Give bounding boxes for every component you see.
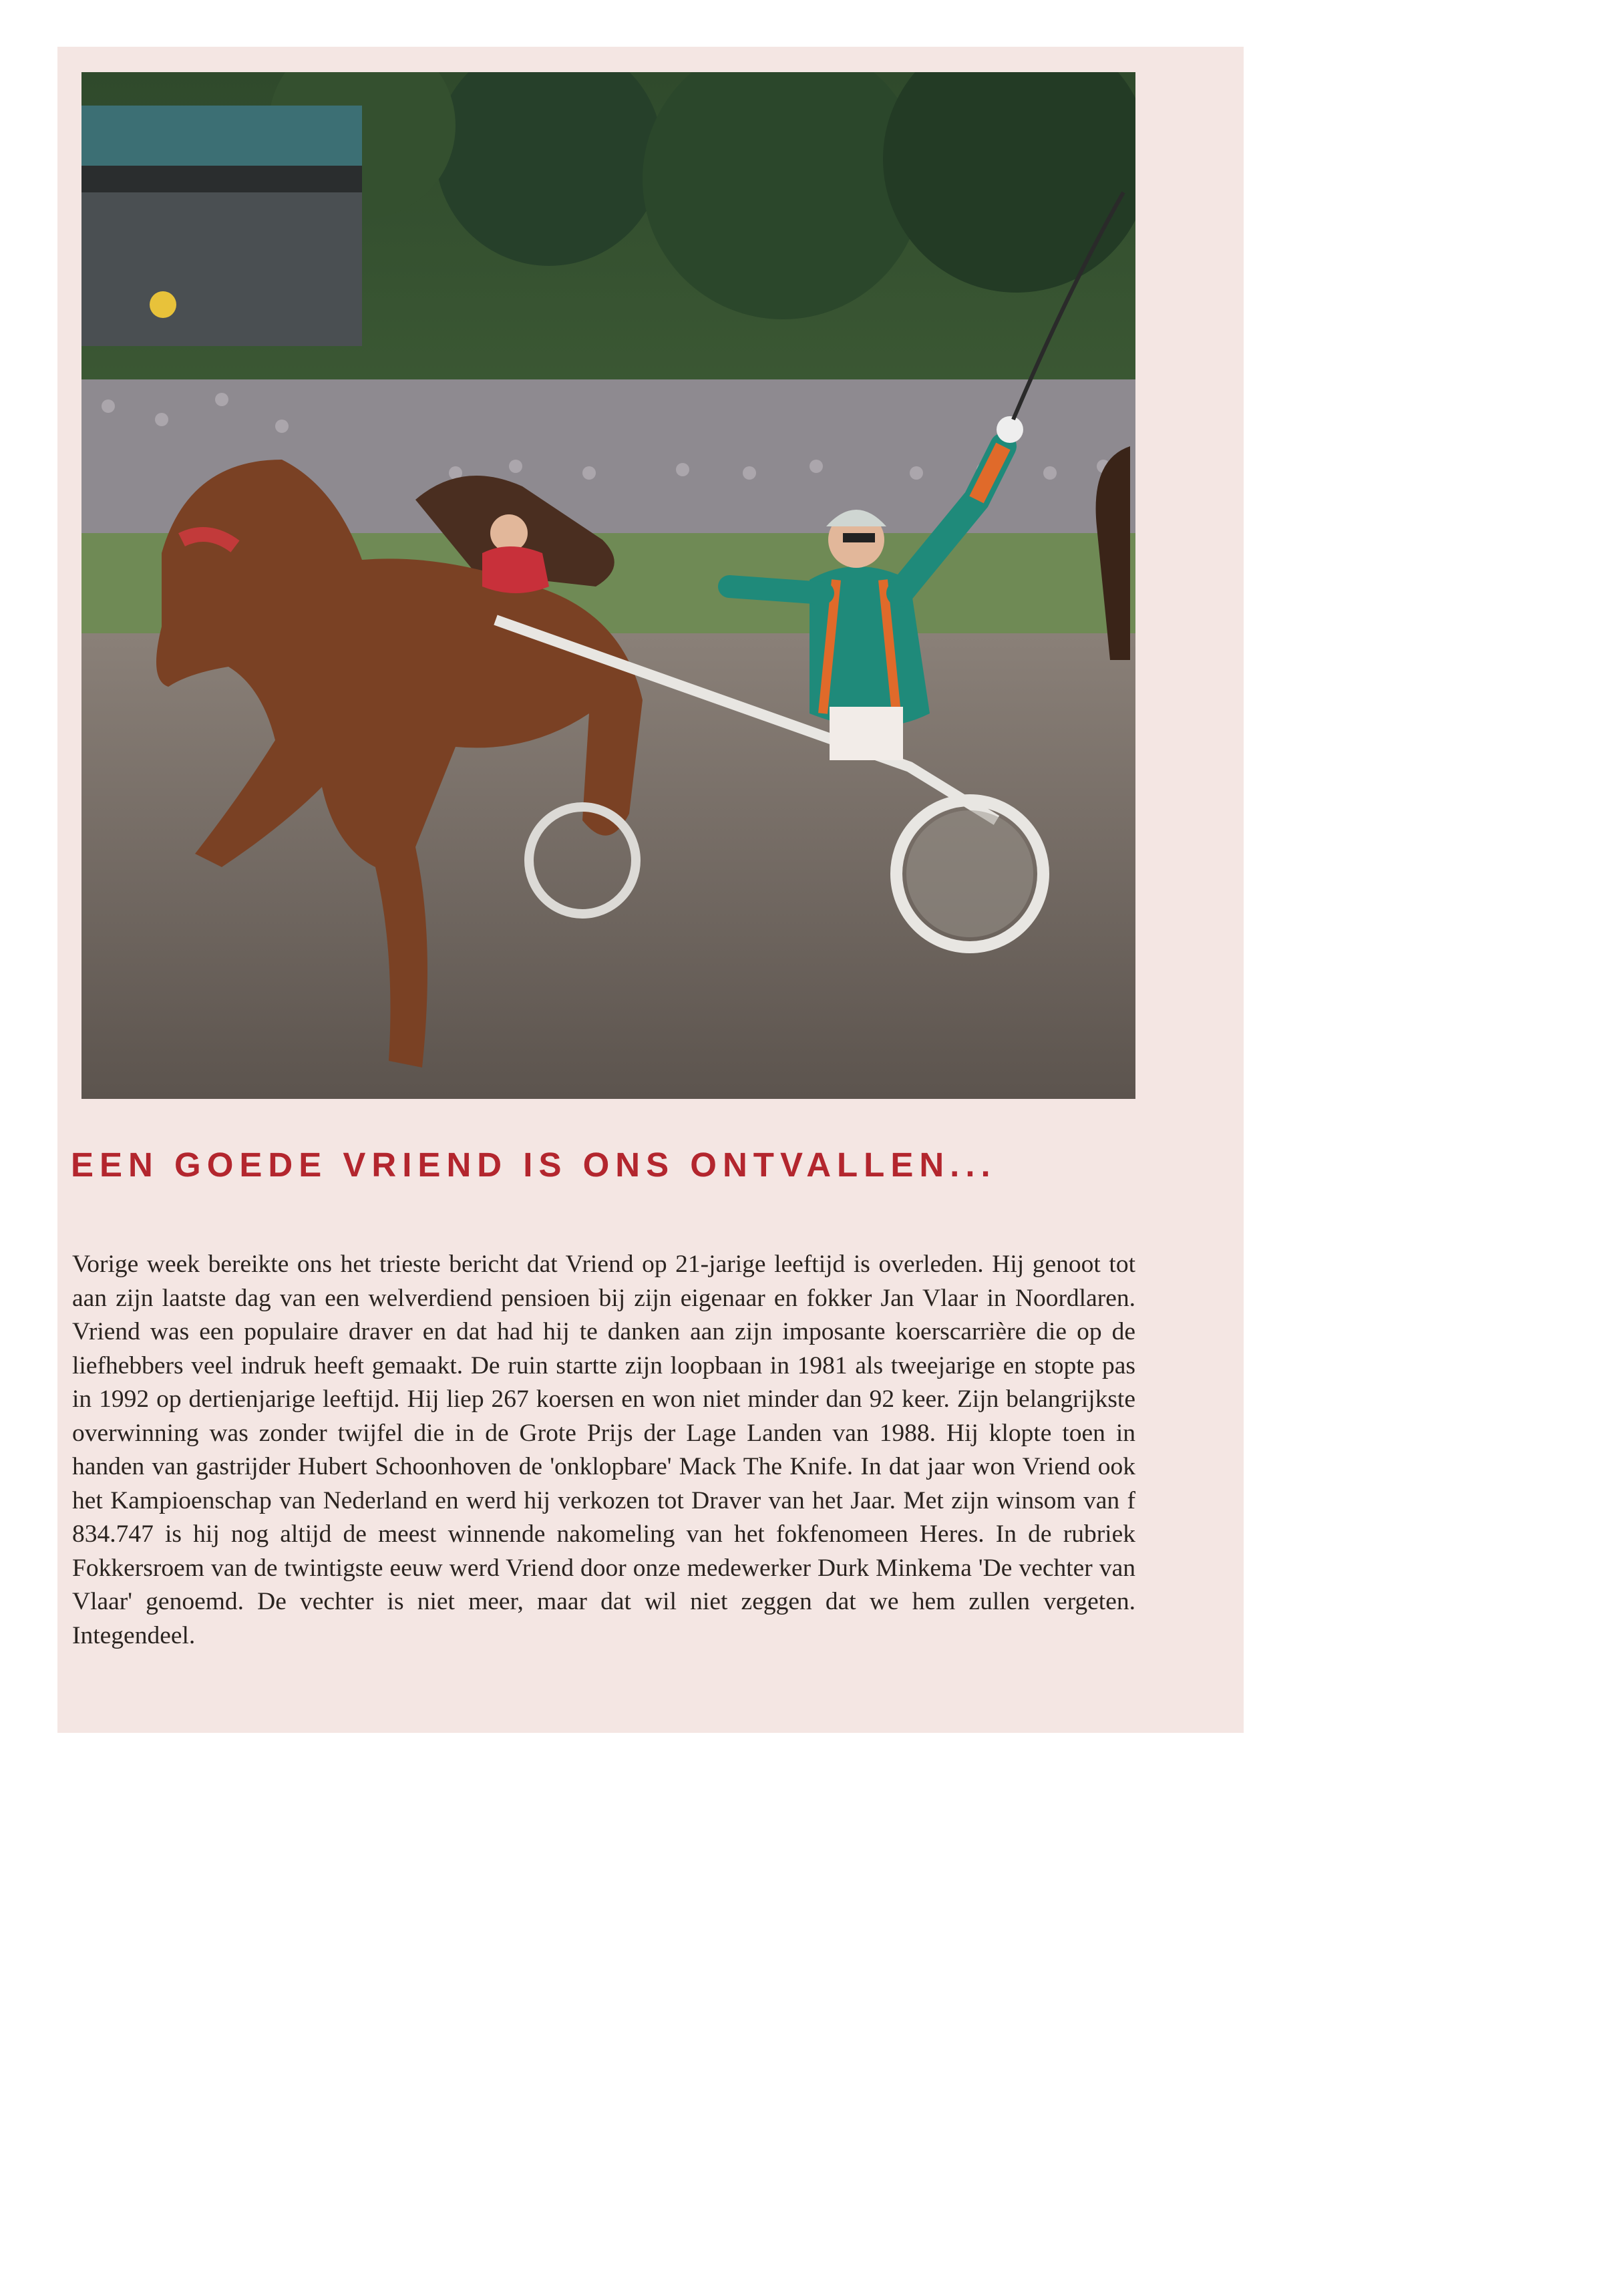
harness-racing-photo <box>81 72 1135 1099</box>
article-headline: EEN GOEDE VRIEND IS ONS ONTVALLEN... <box>71 1146 997 1184</box>
article-body: Vorige week bereikte ons het trieste bericht dat Vriend op 21-jarige leeftijd is overleden. Hij genoot tot aan zijn laatste dag van een welverdiend pensioen bij zijn eigenaar en fokker Jan Vlaar in Noordlaren. Vriend was een populaire draver en dat had hij te danken aan zijn imposante koerscarrière die op de liefhebbers veel indruk heeft gemaakt. De ruin startte zijn loopbaan in 1981 als tweejarige en stopte pas in 1992 op dertienjarige leeftijd. Hij liep 267 koersen en won niet minder dan 92 keer. Zijn belangrijkste overwinning was zonder twijfel die in de Grote Prijs der Lage Landen van 1988. Hij klopte toen in handen van gastrijder Hubert Schoonhoven de 'onklopbare' Mack The Knife. In dat jaar won Vriend ook het Kampioenschap van Nederland en werd hij verkozen tot Draver van het Jaar. Met zijn winsom van f 834.747 is hij nog altijd de meest winnende nakomeling van het fokfenomeen Heres. In de rubriek Fokkersroem van de twintigste eeuw werd Vriend door onze medewerker Durk Minkema 'De vechter van Vlaar' genoemd. De vechter is niet meer, maar dat wil niet zeggen dat we hem zullen vergeten. Integendeel. <box>72 1251 1135 1649</box>
